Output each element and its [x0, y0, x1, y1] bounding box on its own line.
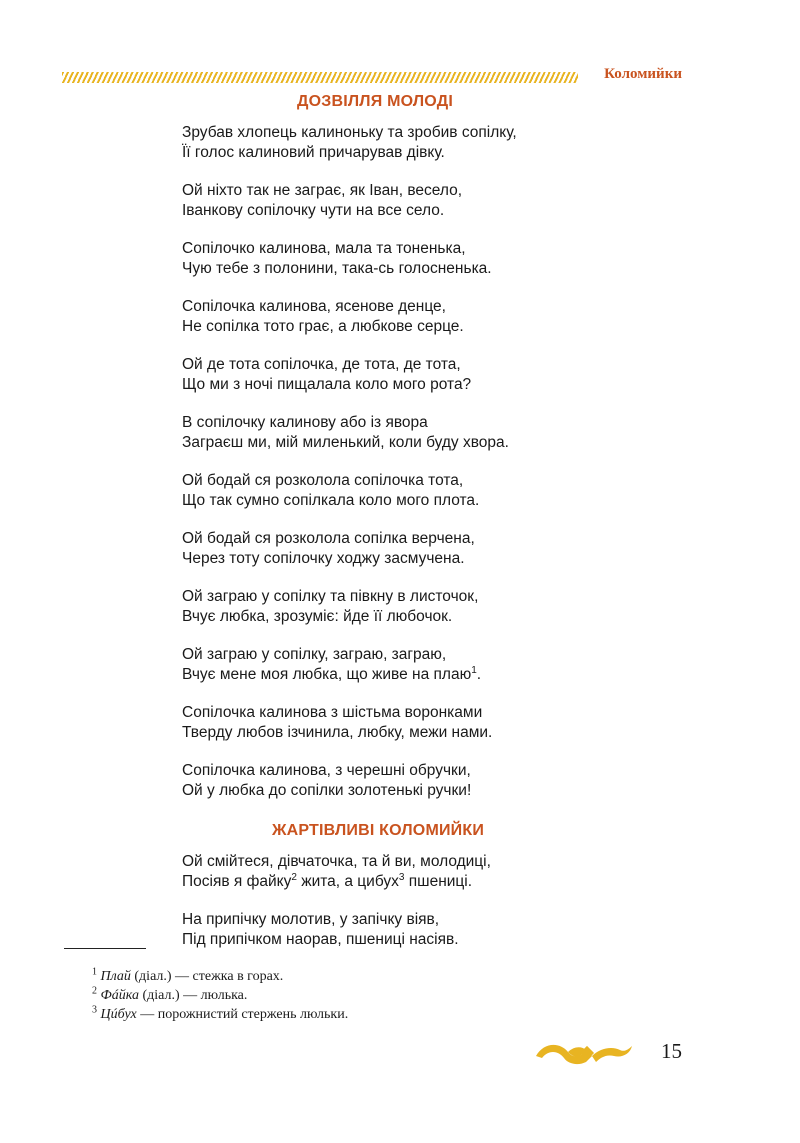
- verse-line: Ой де тота сопілочка, де тота, де тота,: [182, 356, 461, 373]
- footnote-term: Цúбух: [100, 1007, 137, 1022]
- verse-line: Ой заграю у сопілку, заграю, заграю,: [182, 646, 447, 663]
- stanza: [182, 645, 481, 685]
- footnote-number: 3: [92, 1004, 97, 1016]
- header-stripe: [62, 72, 578, 83]
- footnote-term: Фáйка: [100, 988, 139, 1003]
- verse-line: Не сопілка тото грає, а любкове серце.: [182, 318, 464, 335]
- footnote: [92, 1005, 348, 1024]
- verse-line: Заграєш ми, мій миленький, коли буду хвора.: [182, 434, 509, 451]
- footnote-number: 2: [92, 985, 97, 997]
- verse-line: Ой смійтеся, дівчаточка, та й ви, молодиці,: [182, 853, 491, 870]
- verse-line: Зрубав хлопець калиноньку та зробив сопілку,: [182, 124, 517, 141]
- stanza: [182, 355, 471, 395]
- stanza: [182, 910, 459, 950]
- running-head: Коломийки: [604, 66, 682, 82]
- verse-line: Тверду любов ізчинила, любку, межи нами.: [182, 724, 493, 741]
- stanza: [182, 703, 492, 743]
- verse-line: [182, 872, 491, 892]
- verse-line: Що так сумно сопілкала коло мого плота.: [182, 492, 480, 509]
- verse-text: пшениці.: [404, 873, 473, 890]
- footnotes: [92, 967, 348, 1024]
- verse-text: Вчує мене моя любка, що живе на плаю: [182, 666, 472, 683]
- stanza: [182, 297, 464, 337]
- verse-line: Її голос калиновий причарував дівку.: [182, 144, 445, 161]
- stanza: [182, 761, 471, 801]
- section-title-humorous: ЖАРТІВЛИВІ КОЛОМИЙКИ: [271, 822, 485, 839]
- footnote-marker: 3: [398, 871, 405, 883]
- verse-line: Через тоту сопілочку ходжу засмучена.: [182, 550, 465, 567]
- footnote-marker: 1: [471, 664, 477, 676]
- verse-line: На припічку молотив, у запічку віяв,: [182, 911, 440, 928]
- footnote-rule: [64, 948, 146, 949]
- verse-line: Вчує мене моя любка, що живе на плаю$^1$.: [182, 664, 482, 683]
- stanza: [182, 413, 509, 453]
- footnote-term: Плай: [100, 969, 131, 984]
- footnote-text: — порожнистий стержень люльки.: [136, 1007, 349, 1022]
- verse-line: Сопілочка калинова, ясенове денце,: [182, 298, 446, 315]
- verse-line: Сопілочко калинова, мала та тоненька,: [182, 240, 466, 257]
- footnote: [92, 986, 348, 1005]
- verse-line: Ой заграю у сопілку та півкну в листочок,: [182, 588, 479, 605]
- verse-line: Сопілочка калинова, з черешні обручки,: [182, 762, 471, 779]
- footnote-number: 1: [92, 966, 97, 978]
- ornament-icon: [534, 1036, 634, 1070]
- verse-line: Чую тебе з полонини, така-сь голосненька.: [182, 260, 492, 277]
- verse-line: Ой у любка до сопілки золотенькі ручки!: [182, 782, 472, 799]
- footnote-text: (діал.) — стежка в горах.: [130, 969, 284, 984]
- verse-text: Посіяв я файку: [182, 873, 292, 890]
- page-number: 15: [661, 1039, 682, 1063]
- stanza: [182, 471, 479, 511]
- verse-text: жита, а цибух: [296, 873, 399, 890]
- verse-line: В сопілочку калинову або із явора: [182, 414, 428, 431]
- verse-line: Ой бодай ся розколола сопілочка тота,: [182, 472, 464, 489]
- stanza: [182, 123, 517, 163]
- verse-line: Ой бодай ся розколола сопілка верчена,: [182, 530, 475, 547]
- stanza: [182, 181, 462, 221]
- stanza: [182, 239, 492, 279]
- verse-line: Ой ніхто так не заграє, як Іван, весело,: [182, 182, 463, 199]
- verse-line: Що ми з ночі пищалала коло мого рота?: [182, 376, 472, 393]
- stanza: [182, 852, 491, 892]
- verse-line: Іванкову сопілочку чути на все село.: [182, 202, 445, 219]
- stanza: [182, 587, 478, 627]
- stanza: [182, 529, 475, 569]
- section-title-leisure: ДОЗВІЛЛЯ МОЛОДІ: [297, 93, 453, 110]
- verse-line: Вчує любка, зрозуміє: йде її любочок.: [182, 608, 453, 625]
- verse-line: Під припічком наорав, пшениці насіяв.: [182, 931, 459, 948]
- footnote-marker: 2: [291, 871, 297, 883]
- verse-line: Сопілочка калинова з шістьма воронками: [182, 704, 483, 721]
- footnote-text: (діал.) — люлька.: [138, 988, 248, 1003]
- footnote: [92, 967, 348, 986]
